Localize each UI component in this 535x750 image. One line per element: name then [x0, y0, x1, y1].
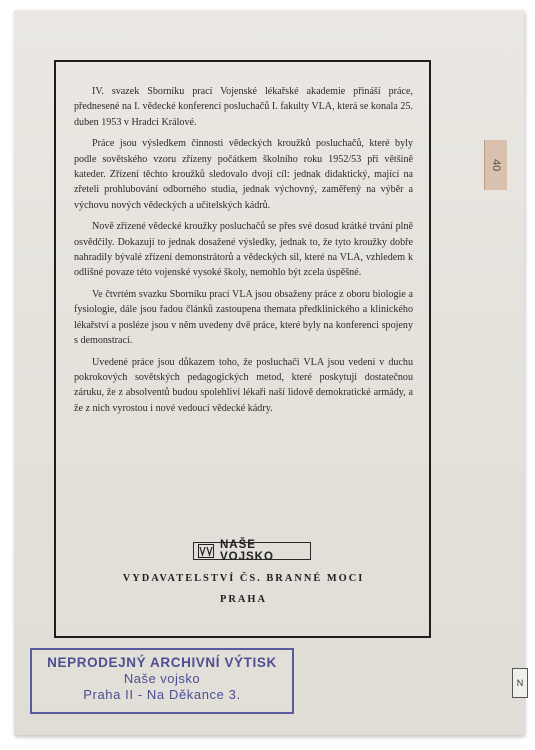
margin-tab-label: 40 [484, 140, 507, 190]
logo-label: NAŠE VOJSKO [220, 539, 274, 563]
archive-stamp [30, 648, 294, 714]
document-body [74, 84, 413, 422]
stamp-line-1: NEPRODEJNÝ ARCHIVNÍ VÝTISK [47, 655, 277, 670]
paragraph-3: Nově zřízené vědecké kroužky posluchačů se přes své dosud krátké trvání plně osvědčily. Dokazují to jednak dosažené výsledky, jednak to, že tyto kroužky dobře nahradily bývalé zřízení demonstrátorů a vědeckých sil, které na VLA, vzhledem k odlišné povaze této vojenské vysoké školy, nemohlo být zcela úspěšné. [74, 221, 413, 279]
paragraph-1: IV. svazek Sborníku prací Vojenské lékařské akademie přináší práce, přednesené na I. vědecké konferenci posluchačů I. fakulty VLA, která se konala 25. duben 1953 v Hradci Králové. [74, 86, 413, 128]
stamp-line-3: Praha II - Na Děkance 3. [83, 687, 241, 702]
paragraph-4: Ve čtvrtém svazku Sborníku prací VLA jsou obsaženy práce z oboru biologie a fysiologie, dále jsou řadou článků zastoupena themata předklinického a klinického lékařství a posléze jsou v něm uvedeny dvě práce, které byly na konferenci spojeny s demonstrací. [74, 289, 413, 346]
publisher-logo [193, 539, 311, 563]
stamp-line-2: Naše vojsko [123, 671, 201, 686]
paragraph-5: Uvedené práce jsou důkazem toho, že posluchači VLA jsou vedeni v duchu pokrokových sovětských pedagogických metod, které poskytují dostatečnou záruku, že z absolventů budou spolehliví lékaři naší lidově demokratické armády, a že z nich vyrostou i nové vedoucí vědecké kádry. [74, 356, 413, 414]
publisher-name: VYDAVATELSTVÍ ČS. BRANNÉ MOCI [122, 573, 365, 584]
publisher-city: PRAHA [220, 594, 267, 605]
paragraph-2: Práce jsou výsledkem činnosti vědeckých kroužků posluchačů, které byly podle sovětského vzoru zřízeny počátkem školního roku 1952/53 při většině kateder. Zřízení těchto kroužků sledovalo dvojí cíl: jednak didaktický, mající na zřeteli prohlubování odborného studia, jednak výchovný, zaměřený na výběr a výchovu nových vědeckých a učitelských kádrů. [74, 138, 413, 211]
edge-mark: N [512, 668, 528, 698]
nv-emblem-icon [198, 544, 214, 558]
